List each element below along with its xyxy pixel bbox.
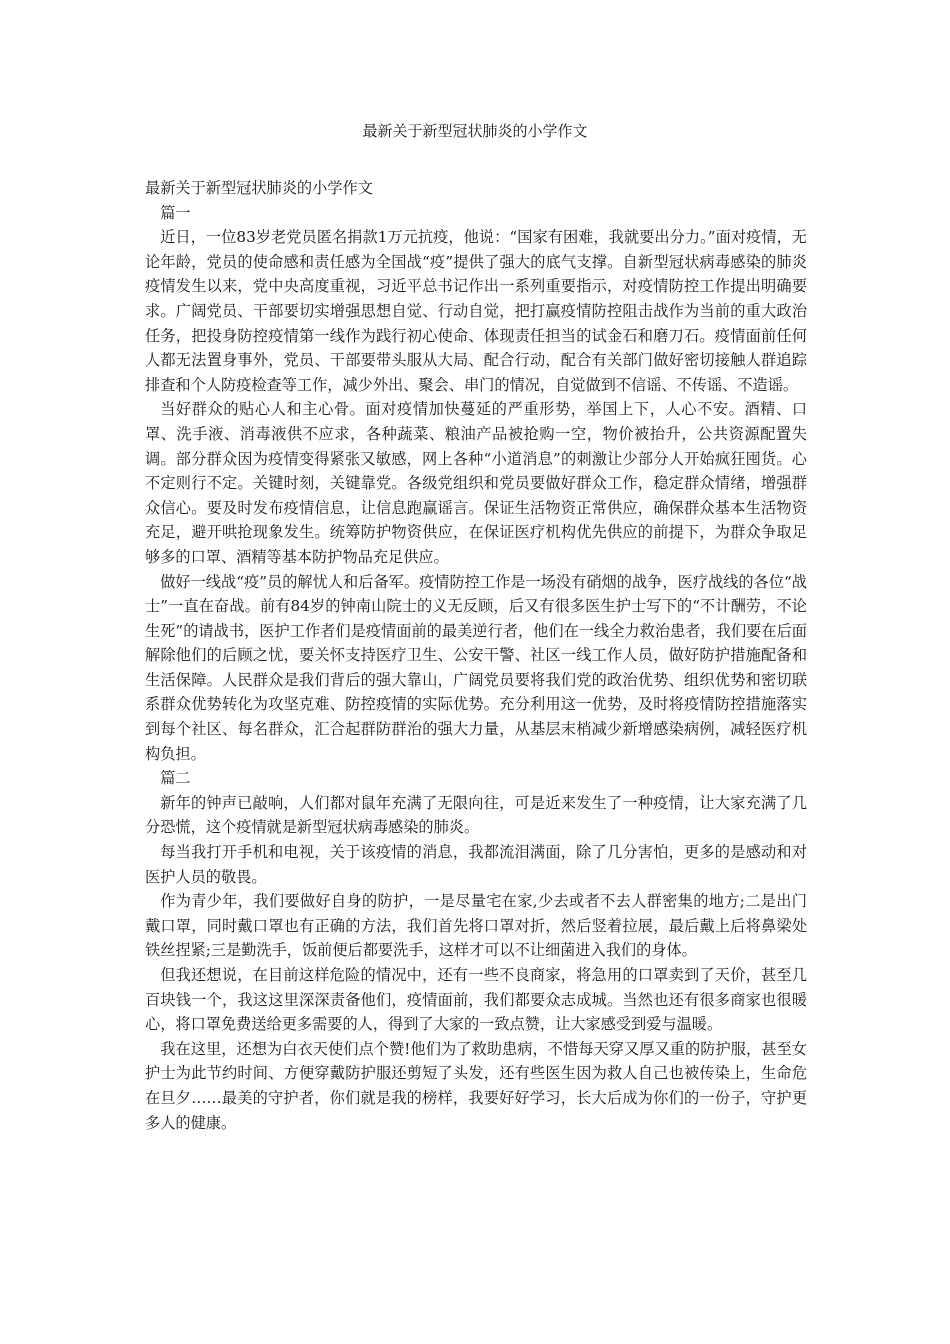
paragraph: 近日，一位83岁老党员匿名捐款1万元抗疫，他说：“国家有困难，我就要出分力。”面对疫情，无论年龄，党员的使命感和责任感为全国战“疫”提供了强大的底气支撑。自新型冠状病毒感染的肺炎疫情发生以来，党中央高度重视，习近平总书记作出一系列重要指示，对疫情防控工作提出明确要求。广阔党员、干部要切实增强思想自觉、行动自觉，把打赢疫情防控阻击战作为当前的重大政治任务，把投身防控疫情第一线作为践行初心使命、体现责任担当的试金石和磨刀石。疫情面前任何人都无法置身事外，党员、干部要带头服从大局、配合行动，配合有关部门做好密切接触人群追踪排查和个人防疫检查等工作，减少外出、聚会、串门的情况，自觉做到不信谣、不传谣、不造谣。 <box>145 228 807 394</box>
paragraph: 新年的钟声已敲响，人们都对鼠年充满了无限向往，可是近来发生了一种疫情，让大家充满了几分恐慌，这个疫情就是新型冠状病毒感染的肺炎。 <box>145 793 807 837</box>
paragraph: 作为青少年，我们要做好自身的防护，一是尽量宅在家,少去或者不去人群密集的地方;二是出门戴口罩，同时戴口罩也有正确的方法，我们首先将口罩对折，然后竖着拉展，最后戴上后将鼻梁处铁丝捏紧;三是勤洗手，饭前便后都要洗手，这样才可以不让细菌进入我们的身体。 <box>145 892 807 960</box>
paragraph: 我在这里，还想为白衣天使们点个赞!他们为了救助患病，不惜每天穿又厚又重的防护服，甚至女护士为此节约时间、方便穿戴防护服还剪短了头发，还有些医生因为救人自己也被传染上，生命危在旦夕……最美的守护者，你们就是我的榜样，我要好好学习，长大后成为你们的一份子，守护更多人的健康。 <box>145 1039 807 1132</box>
document-title: 最新关于新型冠状肺炎的小学作文 <box>362 122 588 140</box>
document-body <box>145 176 807 1135</box>
paragraph: 做好一线战“疫”员的解忧人和后备军。疫情防控工作是一场没有硝烟的战争，医疗战线的各位“战士”一直在奋战。前有84岁的钟南山院士的义无反顾，后又有很多医生护士写下的“不计酬劳，不论生死”的请战书，医护工作者们是疫情面前的最美逆行者，他们在一线全力救治患者，我们要在后面解除他们的后顾之忧，要关怀支持医疗卫生、公安干警、社区一线工作人员，做好防护措施配备和生活保障。人民群众是我们背后的强大靠山，广阔党员要将我们党的政治优势、组织优势和密切联系群众优势转化为攻坚克难、防控疫情的实际优势。充分利用这一优势，及时将疫情防控措施落实到每个社区、每名群众，汇合起群防群治的强大力量，从基层末梢减少新增感染病例，减轻医疗机构负担。 <box>145 572 807 763</box>
document-subtitle: 最新关于新型冠状肺炎的小学作文 <box>145 179 373 197</box>
paragraph: 每当我打开手机和电视，关于该疫情的消息，我都流泪满面，除了几分害怕，更多的是感动和对医护人员的敬畏。 <box>145 843 807 886</box>
section-heading-2: 篇二 <box>160 769 191 788</box>
paragraph: 当好群众的贴心人和主心骨。面对疫情加快蔓延的严重形势，举国上下，人心不安。酒精、口罩、洗手液、消毒液供不应求，各种蔬菜、粮油产品被抢购一空，物价被抬升，公共资源配置失调。部分群众因为疫情变得紧张又敏感，网上各种“小道消息”的刺激让少部分人开始疯狂囤货。心不定则行不定。关键时刻，关键靠党。各级党组织和党员要做好群众工作，稳定群众情绪，增强群众信心。要及时发布疫情信息，让信息跑赢谣言。保证生活物资正常供应，确保群众基本生活物资充足，避开哄抢现象发生。统筹防护物资供应，在保证医疗机构优先供应的前提下，为群众争取足够多的口罩、酒精等基本防护物品充足供应。 <box>145 400 807 566</box>
section-heading-1: 篇一 <box>160 203 191 222</box>
paragraph: 但我还想说，在目前这样危险的情况中，还有一些不良商家，将急用的口罩卖到了天价，甚至几百块钱一个，我这这里深深责备他们，疫情面前，我们都要众志成城。当然也还有很多商家也很暖心，将口罩免费送给更多需要的人，得到了大家的一致点赞，让大家感受到爱与温暖。 <box>145 966 807 1034</box>
